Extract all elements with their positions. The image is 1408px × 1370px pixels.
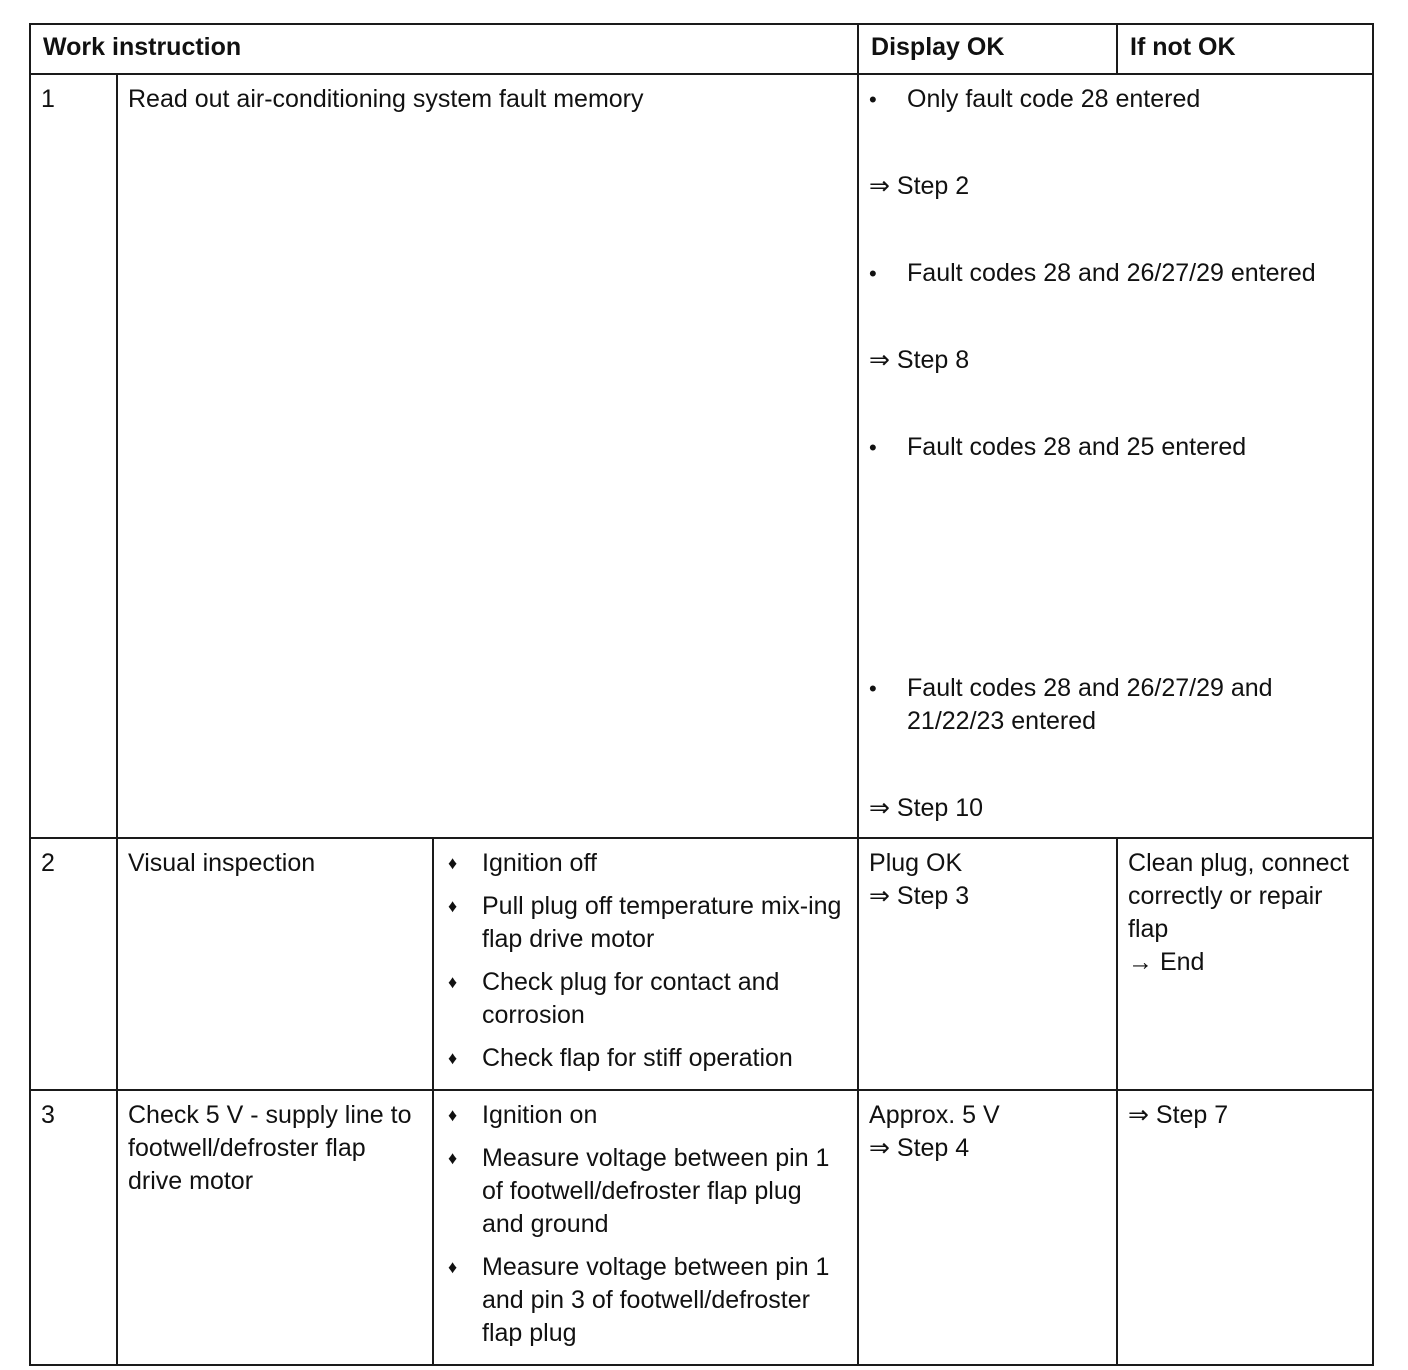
condition-text: Fault codes 28 and 25 entered bbox=[907, 433, 1247, 461]
table-row bbox=[30, 838, 1373, 1090]
action-text: Measure voltage between pin 1 and pin 3 of footwell/defroster flap plug bbox=[482, 1253, 830, 1347]
step-number: 1 bbox=[30, 74, 117, 838]
result-text: Approx. 5 V bbox=[869, 1101, 1000, 1129]
list-item bbox=[444, 1142, 847, 1241]
table-row bbox=[30, 74, 1373, 838]
list-item bbox=[869, 83, 1362, 116]
list-item bbox=[444, 966, 847, 1032]
action-text: Measure voltage between pin 1 of footwell/defroster flap plug and ground bbox=[482, 1144, 830, 1238]
if-not-ok-cell bbox=[1117, 838, 1373, 1090]
display-ok-cell bbox=[858, 74, 1373, 838]
action-text: Check plug for contact and corrosion bbox=[482, 968, 780, 1029]
table-row bbox=[30, 1090, 1373, 1365]
list-item bbox=[444, 1042, 847, 1075]
list-item bbox=[444, 847, 847, 880]
remedy-text: Clean plug, connect correctly or repair flap bbox=[1128, 849, 1349, 943]
header-if-not-ok: If not OK bbox=[1117, 24, 1373, 74]
bullet-icon: • bbox=[869, 676, 877, 701]
action-text: Check flap for stiff operation bbox=[482, 1044, 793, 1072]
work-instruction-table bbox=[29, 23, 1374, 1366]
diamond-bullet-icon: ♦ bbox=[448, 972, 458, 992]
display-ok-cell bbox=[858, 1090, 1117, 1365]
header-display-ok: Display OK bbox=[858, 24, 1117, 74]
condition-text: Fault codes 28 and 26/27/29 entered bbox=[907, 259, 1316, 287]
instruction-text: Visual inspection bbox=[117, 838, 433, 1090]
condition-text: Only fault code 28 entered bbox=[907, 85, 1201, 113]
action-text: Ignition on bbox=[482, 1101, 598, 1129]
action-text: Ignition off bbox=[482, 849, 597, 877]
list-item bbox=[444, 890, 847, 956]
step-number: 2 bbox=[30, 838, 117, 1090]
list-item bbox=[869, 672, 1362, 738]
next-step: ⇒ Step 2 bbox=[869, 172, 970, 200]
diamond-bullet-icon: ♦ bbox=[448, 1257, 458, 1277]
next-step: ⇒ Step 10 bbox=[869, 794, 984, 822]
header-work-instruction: Work instruction bbox=[30, 24, 858, 74]
actions-cell bbox=[433, 1090, 858, 1365]
next-step: ⇒ Step 8 bbox=[869, 346, 970, 374]
list-item bbox=[444, 1099, 847, 1132]
bullet-icon: • bbox=[869, 261, 877, 286]
diamond-bullet-icon: ♦ bbox=[448, 1048, 458, 1068]
diamond-bullet-icon: ♦ bbox=[448, 853, 458, 873]
display-ok-cell bbox=[858, 838, 1117, 1090]
next-step: ⇒ Step 4 bbox=[869, 1134, 970, 1162]
bullet-icon: • bbox=[869, 87, 877, 112]
instruction-text: Check 5 V - supply line to footwell/defroster flap drive motor bbox=[117, 1090, 433, 1365]
diamond-bullet-icon: ♦ bbox=[448, 1148, 458, 1168]
result-text: Plug OK bbox=[869, 849, 963, 877]
action-text: Pull plug off temperature mix-ing flap drive motor bbox=[482, 892, 842, 953]
list-item bbox=[869, 431, 1362, 464]
next-step: ⇒ Step 3 bbox=[869, 882, 970, 910]
list-item bbox=[869, 257, 1362, 290]
condition-text: Fault codes 28 and 26/27/29 and 21/22/23 entered bbox=[907, 674, 1273, 735]
actions-cell bbox=[433, 838, 858, 1090]
step-number: 3 bbox=[30, 1090, 117, 1365]
instruction-text: Read out air-conditioning system fault memory bbox=[117, 74, 858, 838]
bullet-icon: • bbox=[869, 435, 877, 460]
diamond-bullet-icon: ♦ bbox=[448, 896, 458, 916]
next-step: → End bbox=[1128, 948, 1205, 976]
list-item bbox=[444, 1251, 847, 1350]
next-step: ⇒ Step 7 bbox=[1128, 1101, 1229, 1129]
header-row bbox=[30, 24, 1373, 74]
if-not-ok-cell bbox=[1117, 1090, 1373, 1365]
diamond-bullet-icon: ♦ bbox=[448, 1105, 458, 1125]
